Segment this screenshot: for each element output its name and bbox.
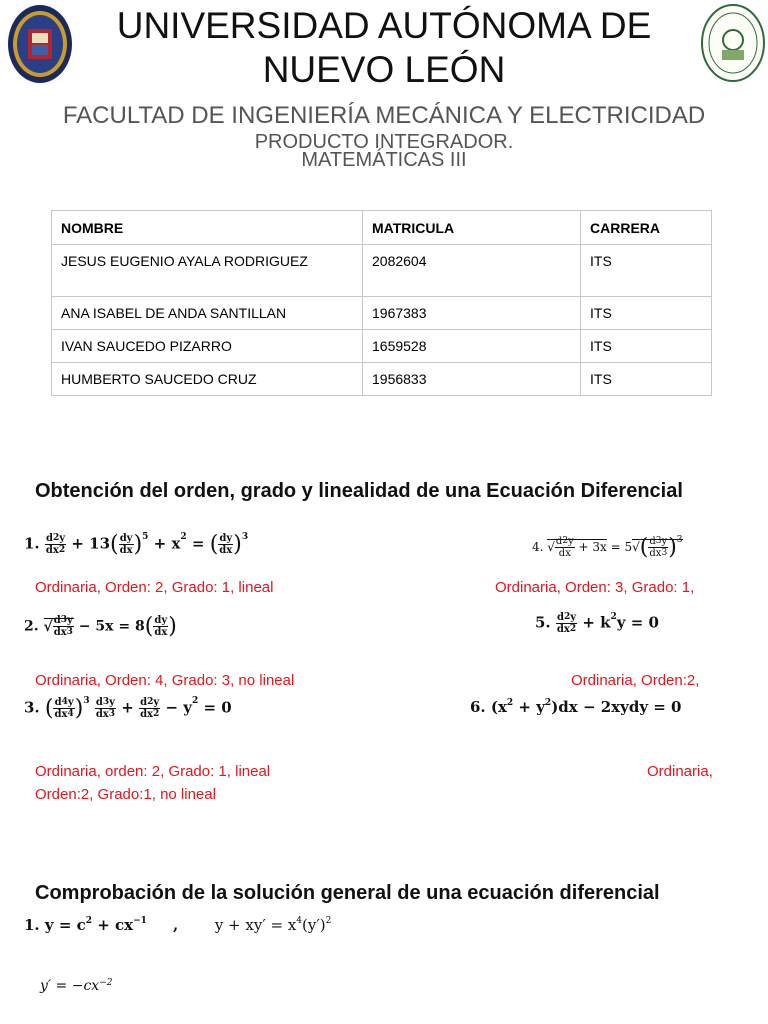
cell-nombre: ANA ISABEL DE ANDA SANTILLAN bbox=[52, 297, 363, 330]
cell-matricula: 1967383 bbox=[363, 297, 581, 330]
cell-carrera: ITS bbox=[581, 330, 712, 363]
students-table bbox=[51, 210, 712, 396]
answer-6-part2: Orden:2, Grado:1, no lineal bbox=[35, 786, 216, 803]
university-title: UNIVERSIDAD AUTÓNOMA DE NUEVO LEÓN bbox=[116, 5, 652, 90]
equation-solution-1: 1. $y = c^2 + cx^{-1}$ , $y + xy' = x^4(y')^2$ bbox=[24, 916, 332, 934]
section-order-degree-title: Obtención del orden, grado y linealidad de una Ecuación Diferencial bbox=[35, 480, 683, 502]
header-nombre: NOMBRE bbox=[52, 211, 363, 245]
equation-2: 2. √ $\frac{d^3y}{dx^3}$ − 5x = 8( $\frac{dy}{dx}$ ) bbox=[24, 614, 177, 639]
answer-1: Ordinaria, Orden: 2, Grado: 1, lineal bbox=[35, 579, 274, 596]
header-matricula: MATRICULA bbox=[363, 211, 581, 245]
cell-carrera: ITS bbox=[581, 245, 712, 297]
cell-nombre: HUMBERTO SAUCEDO CRUZ bbox=[52, 363, 363, 396]
answer-4: Ordinaria, Orden: 3, Grado: 1, bbox=[495, 579, 695, 596]
table-row bbox=[52, 297, 712, 330]
cell-matricula: 2082604 bbox=[363, 245, 581, 297]
faculty-title: FACULTAD DE INGENIERÍA MECÁNICA Y ELECTRICIDAD bbox=[62, 102, 706, 129]
equation-1: 1. $\frac{d^2y}{dx^2}$ + 13( $\frac{dy}{dx}$ )$^5 + x^2$ = ( $\frac{dy}{dx}$ )$^3$ bbox=[24, 532, 249, 557]
cell-nombre: JESUS EUGENIO AYALA RODRIGUEZ bbox=[52, 245, 363, 297]
table-row bbox=[52, 363, 712, 396]
answer-2: Ordinaria, Orden: 4, Grado: 3, no lineal bbox=[35, 672, 295, 689]
table-row bbox=[52, 330, 712, 363]
header-carrera: CARRERA bbox=[581, 211, 712, 245]
equation-3: 3. ( $\frac{d^4y}{dx^4}$ )$^3$ $\frac{d^3y}{dx^3}$ + $\frac{d^2y}{dx^2}$ − $y^2 = 0$ bbox=[24, 696, 232, 721]
product-title: PRODUCTO INTEGRADOR. MATEMÁTICAS III bbox=[254, 131, 514, 171]
answer-5: Ordinaria, Orden:2, bbox=[571, 672, 700, 689]
cell-carrera: ITS bbox=[581, 363, 712, 396]
answer-6-part1: Ordinaria, bbox=[647, 763, 713, 780]
equation-4: 4. √ $\frac{d^2y}{dx}$ + 3x = 5√( $\frac{d^3y}{dx^3}$ )$^3$ bbox=[532, 535, 683, 560]
table-row bbox=[52, 245, 712, 297]
cell-matricula: 1659528 bbox=[363, 330, 581, 363]
cell-matricula: 1956833 bbox=[363, 363, 581, 396]
cell-nombre: IVAN SAUCEDO PIZARRO bbox=[52, 330, 363, 363]
equation-5: 5. $\frac{d^2y}{dx^2}$ + $k^2y = 0$ bbox=[535, 612, 659, 635]
answer-3: Ordinaria, orden: 2, Grado: 1, lineal bbox=[35, 763, 271, 780]
section-general-solution-title: Comprobación de la solución general de una ecuación diferencial bbox=[35, 882, 660, 904]
equation-derivative: $y' = -cx^{-2}$ bbox=[40, 978, 113, 994]
table-header-row bbox=[52, 211, 712, 245]
equation-6: 6. $(x^2 + y^2)dx$ − 2xydy = 0 bbox=[470, 698, 682, 716]
cell-carrera: ITS bbox=[581, 297, 712, 330]
